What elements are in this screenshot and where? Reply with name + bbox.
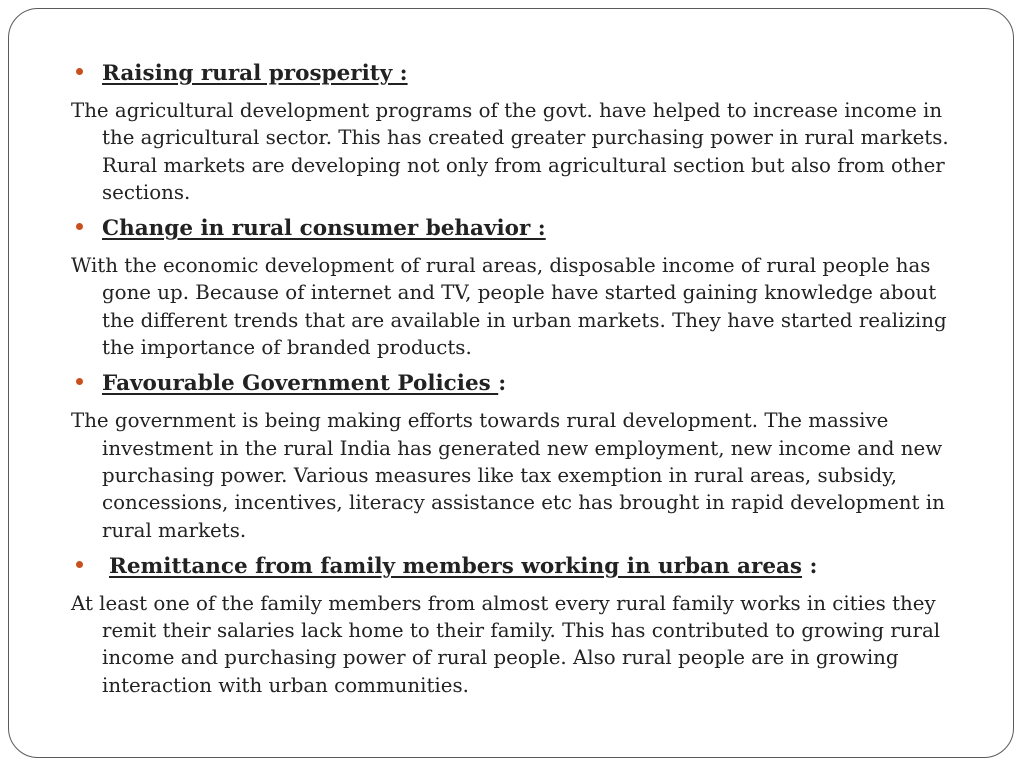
slide-frame: [8, 8, 1014, 758]
section-heading-suffix: :: [802, 553, 818, 579]
section-heading-text: Change in rural consumer behavior :: [102, 216, 546, 242]
section-body: With the economic development of rural areas, disposable income of rural people has gone up. Because of internet and TV, people have started gaining knowledge about the different trends that are available in urban markets. They have started realizing the importance of branded products.: [71, 254, 947, 360]
section-government-policies: [71, 369, 971, 543]
section-consumer-behavior: [71, 214, 971, 361]
slide-content: [71, 59, 971, 707]
bullet-icon: [76, 561, 83, 568]
section-heading-text: Raising rural prosperity :: [102, 61, 408, 86]
section-heading-text: Remittance from family members working in urban areas: [109, 553, 803, 579]
section-heading-suffix: :: [498, 371, 507, 397]
section-body: The agricultural development programs of the govt. have helped to increase income in the agricultural sector. This has created greater purchasing power in rural markets. Rural markets are developing not only from agricultural section but also from other sections.: [71, 99, 949, 204]
section-heading: [71, 214, 971, 244]
bullet-icon: [76, 68, 83, 75]
section-heading: [71, 552, 971, 582]
bullet-icon: [76, 378, 83, 385]
section-remittance: [71, 552, 971, 699]
section-heading: [71, 59, 971, 89]
section-body: The government is being making efforts towards rural development. The massive investment in the rural India has generated new employment, new income and new purchasing power. Various measures like tax exemption in rural areas, subsidy, concessions, incentives, literacy assistance etc has brought in rapid development in rural markets.: [71, 409, 945, 542]
section-rural-prosperity: [71, 59, 971, 206]
section-heading: [71, 369, 971, 399]
section-body: At least one of the family members from almost every rural family works in cities they remit their salaries lack home to their family. This has contributed to growing rural income and purchasing power of rural people. Also rural people are in growing interaction with urban communities.: [71, 591, 941, 697]
section-heading-text: Favourable Government Policies: [102, 371, 499, 397]
bullet-icon: [76, 223, 83, 230]
